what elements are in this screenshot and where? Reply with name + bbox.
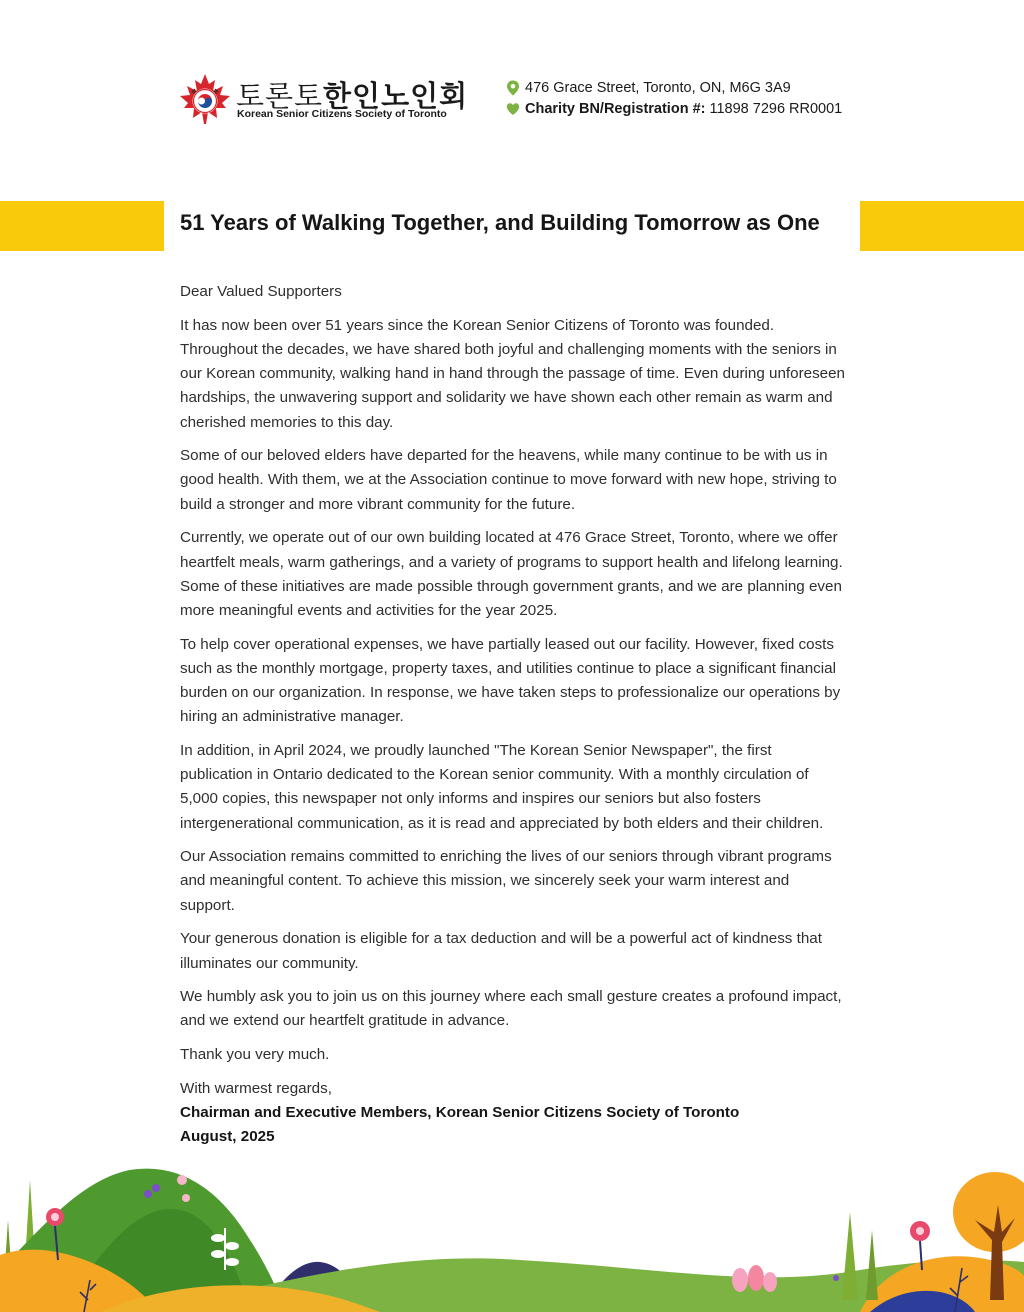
paragraph-2: Some of our beloved elders have departed for the heavens, while many continue to be with us in good health. With them, we at the Association continue to move forward with new hope, striving to build a stronger and more vibrant community for the future. [180,447,837,513]
address-row [506,77,842,98]
paragraph-9: Thank you very much. [180,1046,330,1064]
address-text: 476 Grace Street, Toronto, ON, M6G 3A9 [525,79,791,96]
maple-leaf-emblem-icon [178,72,232,126]
contact-info [506,77,842,119]
charity-number: 11898 7296 RR0001 [709,100,843,117]
signature: Chairman and Executive Members, Korean Senior Citizens Society of Toronto [180,1104,740,1122]
title-band-right [860,201,1024,251]
paragraph-4: To help cover operational expenses, we have partially leased out our facility. However, fixed costs such as the monthly mortgage, property taxes, and utilities continue to place a significant financial burden on our organization. In response, we have taken steps to professionalize our operations by hiring an administrative manager. [180,635,841,726]
salutation: Dear Valued Supporters [180,283,342,300]
letter-date: August, 2025 [180,1128,275,1146]
paragraph-1: It has now been over 51 years since the Korean Senior Citizens of Toronto was founded. Throughout the decades, we have shared both joyful and challenging moments with the seniors in our Korean community, walking hand in hand through the passage of time. Even during unforeseen hardships, the unwavering support and solidarity we have shown each other remain as warm and cherished memories to this day. [180,316,846,431]
heart-icon [506,101,520,117]
title-band-left [0,201,164,251]
landscape-illustration [0,1150,1024,1312]
paragraph-6: Our Association remains committed to enriching the lives of our seniors through vibrant programs and meaningful content. To achieve this mission, we sincerely seek your warm interest and support. [180,848,832,914]
letter-body [180,280,848,1150]
org-name-korean-light: 토론토 [236,79,324,113]
org-name-korean-bold: 한인노인회 [323,79,469,113]
location-pin-icon [506,80,520,96]
charity-label: Charity BN/Registration #: [525,100,706,117]
charity-row [506,98,842,119]
closing: With warmest regards, [180,1079,332,1097]
paragraph-8: We humbly ask you to join us on this journey where each small gesture creates a profound impact, and we extend our heartfelt gratitude in advance. [180,988,842,1030]
org-name-english: Korean Senior Citizens Society of Toronto [237,108,447,120]
letterhead [0,0,1024,160]
paragraph-3: Currently, we operate out of our own building located at 476 Grace Street, Toronto, where we offer heartfelt meals, warm gatherings, and a variety of programs to support health and lifelong learning. Some of these initiatives are made possible through government grants, and we are planning even more meaningful events and activities for the year 2025. [180,529,843,619]
paragraph-5: In addition, in April 2024, we proudly launched "The Korean Senior Newspaper", the first publication in Ontario dedicated to the Korean senior community. With a monthly circulation of 5,000 copies, this newspaper not only informs and inspires our seniors but also fosters intergenerational communication, as it is read and appreciated by both elders and their children. [180,741,824,832]
page-title: 51 Years of Walking Together, and Building Tomorrow as One [180,210,820,235]
paragraph-7: Your generous donation is eligible for a tax deduction and will be a powerful act of kindness that illuminates our community. [180,930,822,972]
